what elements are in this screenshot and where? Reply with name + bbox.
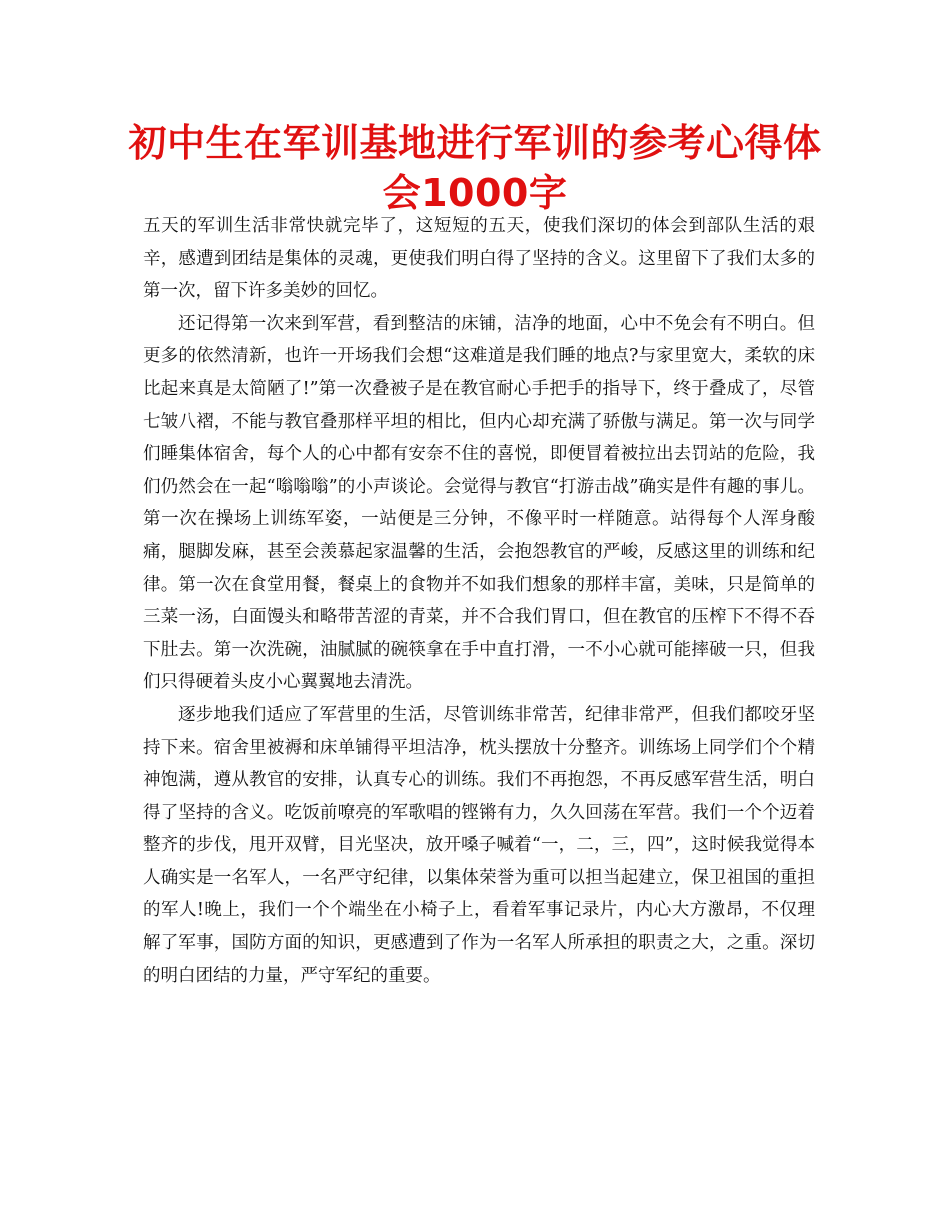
paragraph-intro: 五天的军训生活非常快就完毕了，这短短的五天，使我们深切的体会到部队生活的艰辛，感遭到团结是集体的灵魂，更使我们明白得了坚持的含义。这里留下了我们太多的第一次，留下许多美妙的回忆。	[143, 216, 815, 302]
document-body	[143, 210, 815, 992]
document-title: 初中生在军训基地进行军训的参考心得体会1000字	[128, 121, 822, 215]
paragraph-adaptation: 逐步地我们适应了军营里的生活，尽管训练非常苦，纪律非常严，但我们都咬牙坚持下来。宿舍里被褥和床单铺得平坦洁净，枕头摆放十分整齐。训练场上同学们个个精神饱满，遵从教官的安排，认真专心的训练。我们不再抱怨，不再反感军营生活，明白得了坚持的含义。吃饭前嘹亮的军歌唱的铿锵有力，久久回荡在军营。我们一个个迈着整齐的步伐，甩开双臂，目光坚决，放开嗓子喊着“一，二，三，四”，这时候我觉得本人确实是一名军人，一名严守纪律，以集体荣誉为重可以担当起建立，保卫祖国的重担的军人!晚上，我们一个个端坐在小椅子上，看着军事记录片，内心大方激昂，不仅理解了军事，国防方面的知识，更感遭到了作为一名军人所承担的职责之大，之重。深切的明白团结的力量，严守军纪的重要。	[143, 704, 815, 986]
paragraph-first-times: 还记得第一次来到军营，看到整洁的床铺，洁净的地面，心中不免会有不明白。但更多的依然清新，也许一开场我们会想“这难道是我们睡的地点?与家里宽大，柔软的床比起来真是太简陋了!”第一次叠被子是在教官耐心手把手的指导下，终于叠成了，尽管七皱八褶，不能与教官叠那样平坦的相比，但内心却充满了骄傲与满足。第一次与同学们睡集体宿舍，每个人的心中都有安奈不住的喜悦，即便冒着被拉出去罚站的危险，我们仍然会在一起“嗡嗡嗡”的小声谈论。会觉得与教官“打游击战”确实是件有趣的事儿。第一次在操场上训练军姿，一站便是三分钟，不像平时一样随意。站得每个人浑身酸痛，腿脚发麻，甚至会羡慕起家温馨的生活，会抱怨教官的严峻，反感这里的训练和纪律。第一次在食堂用餐，餐桌上的食物并不如我们想象的那样丰富，美味，只是简单的三菜一汤，白面馒头和略带苦涩的青菜，并不合我们胃口，但在教官的压榨下不得不吞下肚去。第一次洗碗，油腻腻的碗筷拿在手中直打滑，一不小心就可能摔破一只，但我们只得硬着头皮小心翼翼地去清洗。	[143, 313, 815, 693]
